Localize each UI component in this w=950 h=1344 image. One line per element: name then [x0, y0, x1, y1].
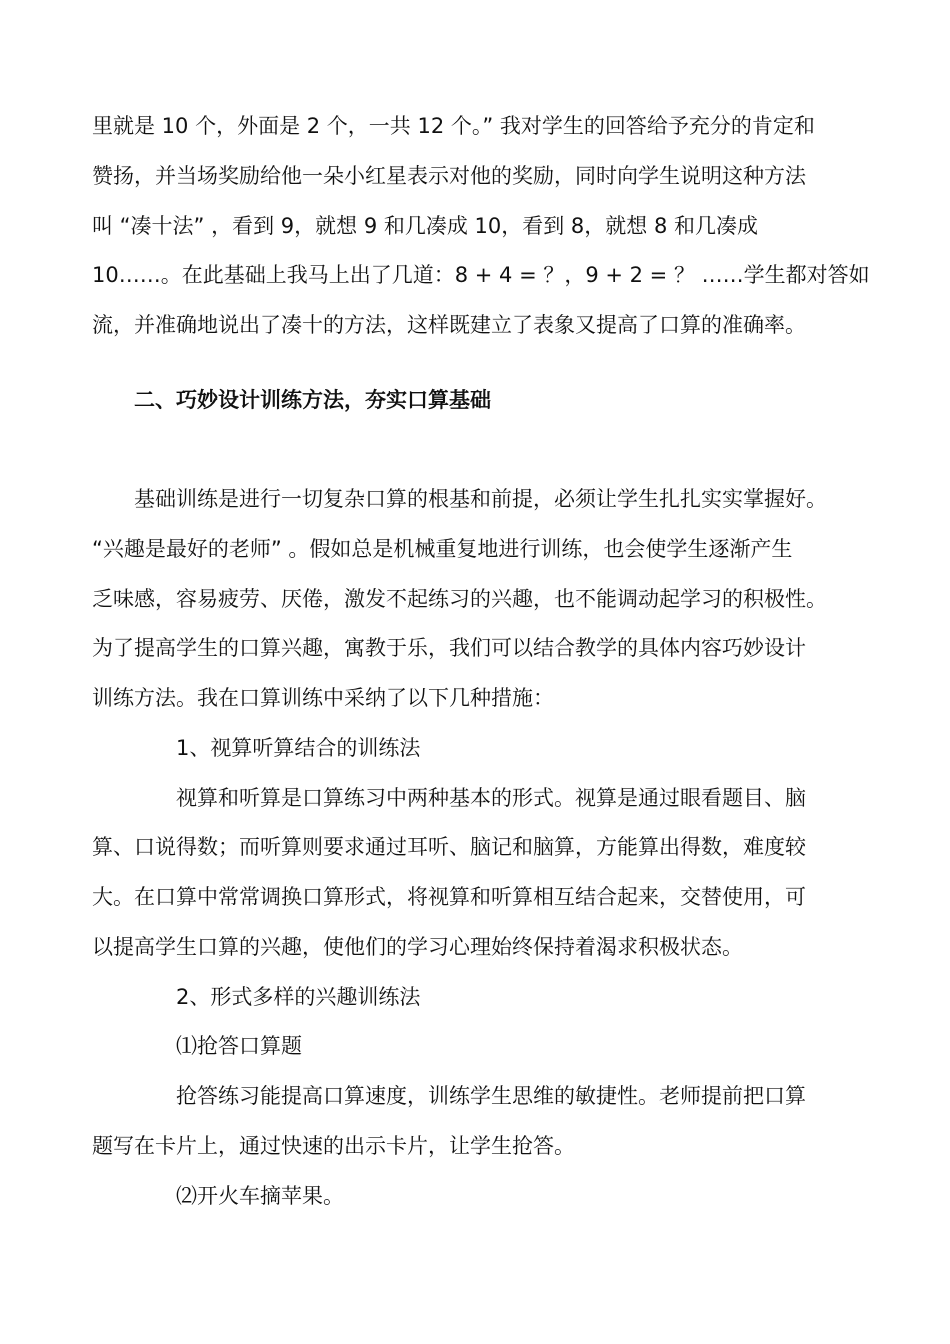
paragraph-line: 赞扬，并当场奖励给他一朵小红星表示对他的奖励，同时向学生说明这种方法 [92, 164, 806, 188]
paragraph-line: “兴趣是最好的老师” 。假如总是机械重复地进行训练，也会使学生逐渐产生 [92, 537, 793, 561]
paragraph-line: 大。在口算中常常调换口算形式，将视算和听算相互结合起来，交替使用，可 [92, 885, 806, 909]
paragraph-line: 以提高学生口算的兴趣，使他们的学习心理始终保持着渴求积极状态。 [92, 935, 743, 959]
paragraph-line: 10……。在此基础上我马上出了几道：8 + 4 = ？，9 + 2 = ？ ……学生都对答如 [92, 263, 870, 287]
item-title: 2、形式多样的兴趣训练法 [176, 985, 421, 1009]
paragraph-line: 视算和听算是口算练习中两种基本的形式。视算是通过眼看题目、脑 [176, 786, 806, 810]
paragraph-line: 算、口说得数；而听算则要求通过耳听、脑记和脑算，方能算出得数，难度较 [92, 835, 806, 859]
subitem-title: ⑵开火车摘苹果。 [176, 1184, 344, 1208]
paragraph-line: 基础训练是进行一切复杂口算的根基和前提，必须让学生扎扎实实掌握好。 [134, 487, 827, 511]
subitem-title: ⑴抢答口算题 [176, 1034, 302, 1058]
paragraph-line: 训练方法。我在口算训练中采纳了以下几种措施： [92, 686, 554, 710]
paragraph-line: 乏味感，容易疲劳、厌倦，激发不起练习的兴趣，也不能调动起学习的积极性。 [92, 587, 827, 611]
paragraph-line: 里就是 10 个，外面是 2 个，一共 12 个。” 我对学生的回答给予充分的肯定和 [92, 114, 815, 138]
item-title: 1、视算听算结合的训练法 [176, 736, 421, 760]
paragraph-line: 为了提高学生的口算兴趣，寓教于乐，我们可以结合教学的具体内容巧妙设计 [92, 636, 806, 660]
paragraph-line: 抢答练习能提高口算速度，训练学生思维的敏捷性。老师提前把口算 [176, 1084, 806, 1108]
paragraph-line: 流，并准确地说出了凑十的方法，这样既建立了表象又提高了口算的准确率。 [92, 313, 806, 337]
paragraph-line: 叫 “凑十法” ，看到 9，就想 9 和几凑成 10，看到 8，就想 8 和几凑成 [92, 214, 758, 238]
section-heading: 二、巧妙设计训练方法，夯实口算基础 [134, 388, 491, 412]
paragraph-line: 题写在卡片上，通过快速的出示卡片，让学生抢答。 [92, 1134, 575, 1158]
